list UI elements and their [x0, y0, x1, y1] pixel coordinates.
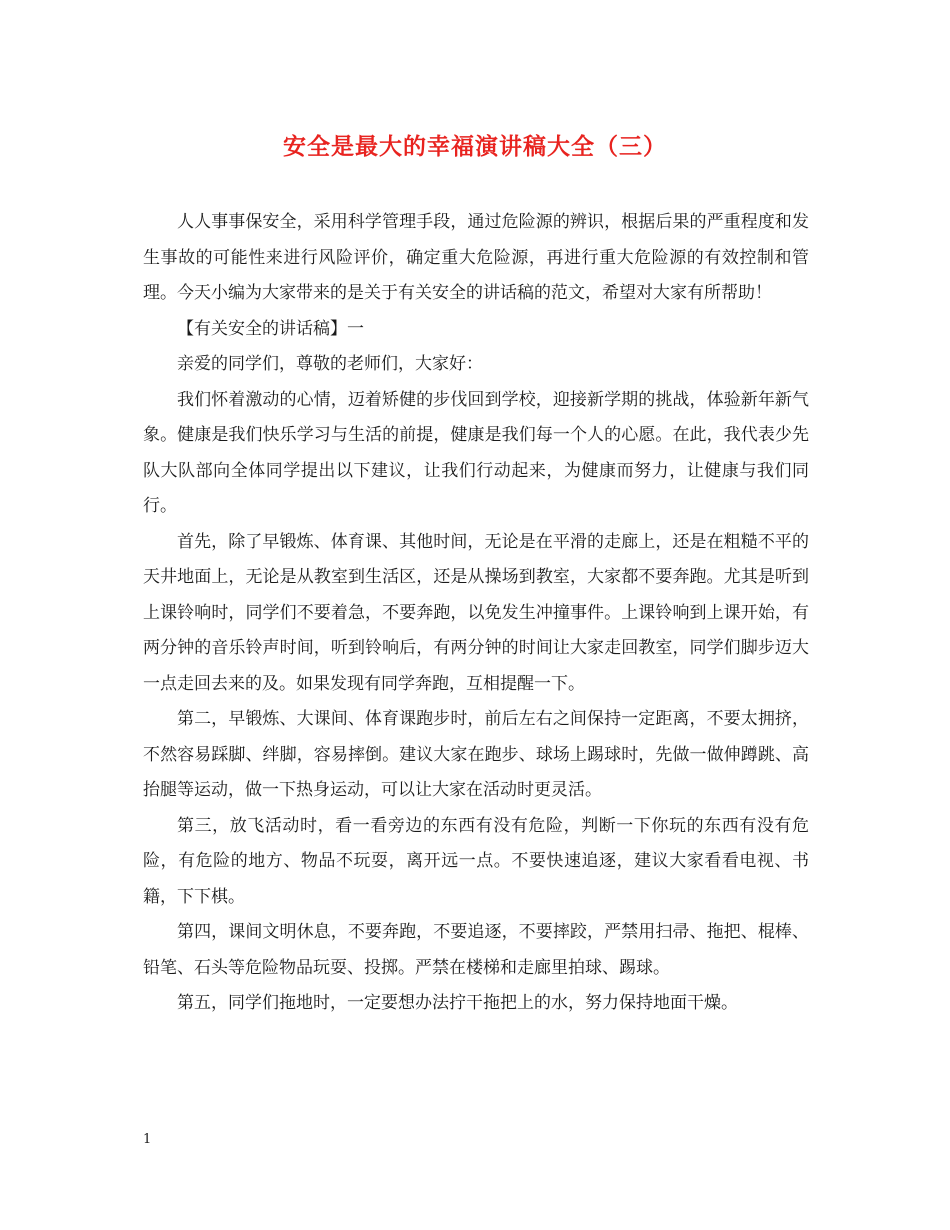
greeting-paragraph: 亲爱的同学们，尊敬的老师们，大家好：: [177, 354, 483, 374]
page-number: 1: [143, 1132, 152, 1147]
body-paragraph: 第三，放飞活动时，看一看旁边的东西有没有危险，判断一下你玩的东西有没有危险，有危险的地方、物品不玩耍，离开远一点。不要快速追逐，建议大家看看电视、书籍，下下棋。: [143, 815, 809, 907]
document-body: [143, 205, 809, 1022]
document-title: 安全是最大的幸福演讲稿大全（三）: [283, 133, 667, 160]
body-paragraph: 我们怀着激动的心情，迈着矫健的步伐回到学校，迎接新学期的挑战，体验新年新气象。健康是我们快乐学习与生活的前提，健康是我们每一个人的心愿。在此，我代表少先队大队部向全体同学提出以下建议，让我们行动起来，为健康而努力，让健康与我们同行。: [143, 389, 809, 516]
body-paragraph: 第四，课间文明休息，不要奔跑，不要追逐，不要摔跤，严禁用扫帚、拖把、棍棒、铅笔、石头等危险物品玩耍、投掷。严禁在楼梯和走廊里拍球、踢球。: [143, 922, 809, 978]
body-paragraph: 第二，早锻炼、大课间、体育课跑步时，前后左右之间保持一定距离，不要太拥挤，不然容易踩脚、绊脚，容易摔倒。建议大家在跑步、球场上踢球时，先做一做伸蹲跳、高抬腿等运动，做一下热身运动，可以让大家在活动时更灵活。: [143, 709, 809, 800]
body-paragraph: 首先，除了早锻炼、体育课、其他时间，无论是在平滑的走廊上，还是在粗糙不平的天井地面上，无论是从教室到生活区，还是从操场到教室，大家都不要奔跑。尤其是听到上课铃响时，同学们不要着急，不要奔跑，以免发生冲撞事件。上课铃响到上课开始，有两分钟的音乐铃声时间，听到铃响后，有两分钟的时间让大家走回教室，同学们脚步迈大一点走回去来的及。如果发现有同学奔跑，互相提醒一下。: [143, 531, 809, 694]
body-paragraph: 第五，同学们拖地时，一定要想办法拧干拖把上的水，努力保持地面干燥。: [177, 993, 738, 1013]
section-heading: 【有关安全的讲话稿】一: [177, 318, 364, 339]
intro-paragraph: 人人事事保安全，采用科学管理手段，通过危险源的辨识，根据后果的严重程度和发生事故的可能性来进行风险评价，确定重大危险源，再进行重大危险源的有效控制和管理。今天小编为大家带来的是关于有关安全的讲话稿的范文，希望对大家有所帮助！: [143, 212, 809, 303]
